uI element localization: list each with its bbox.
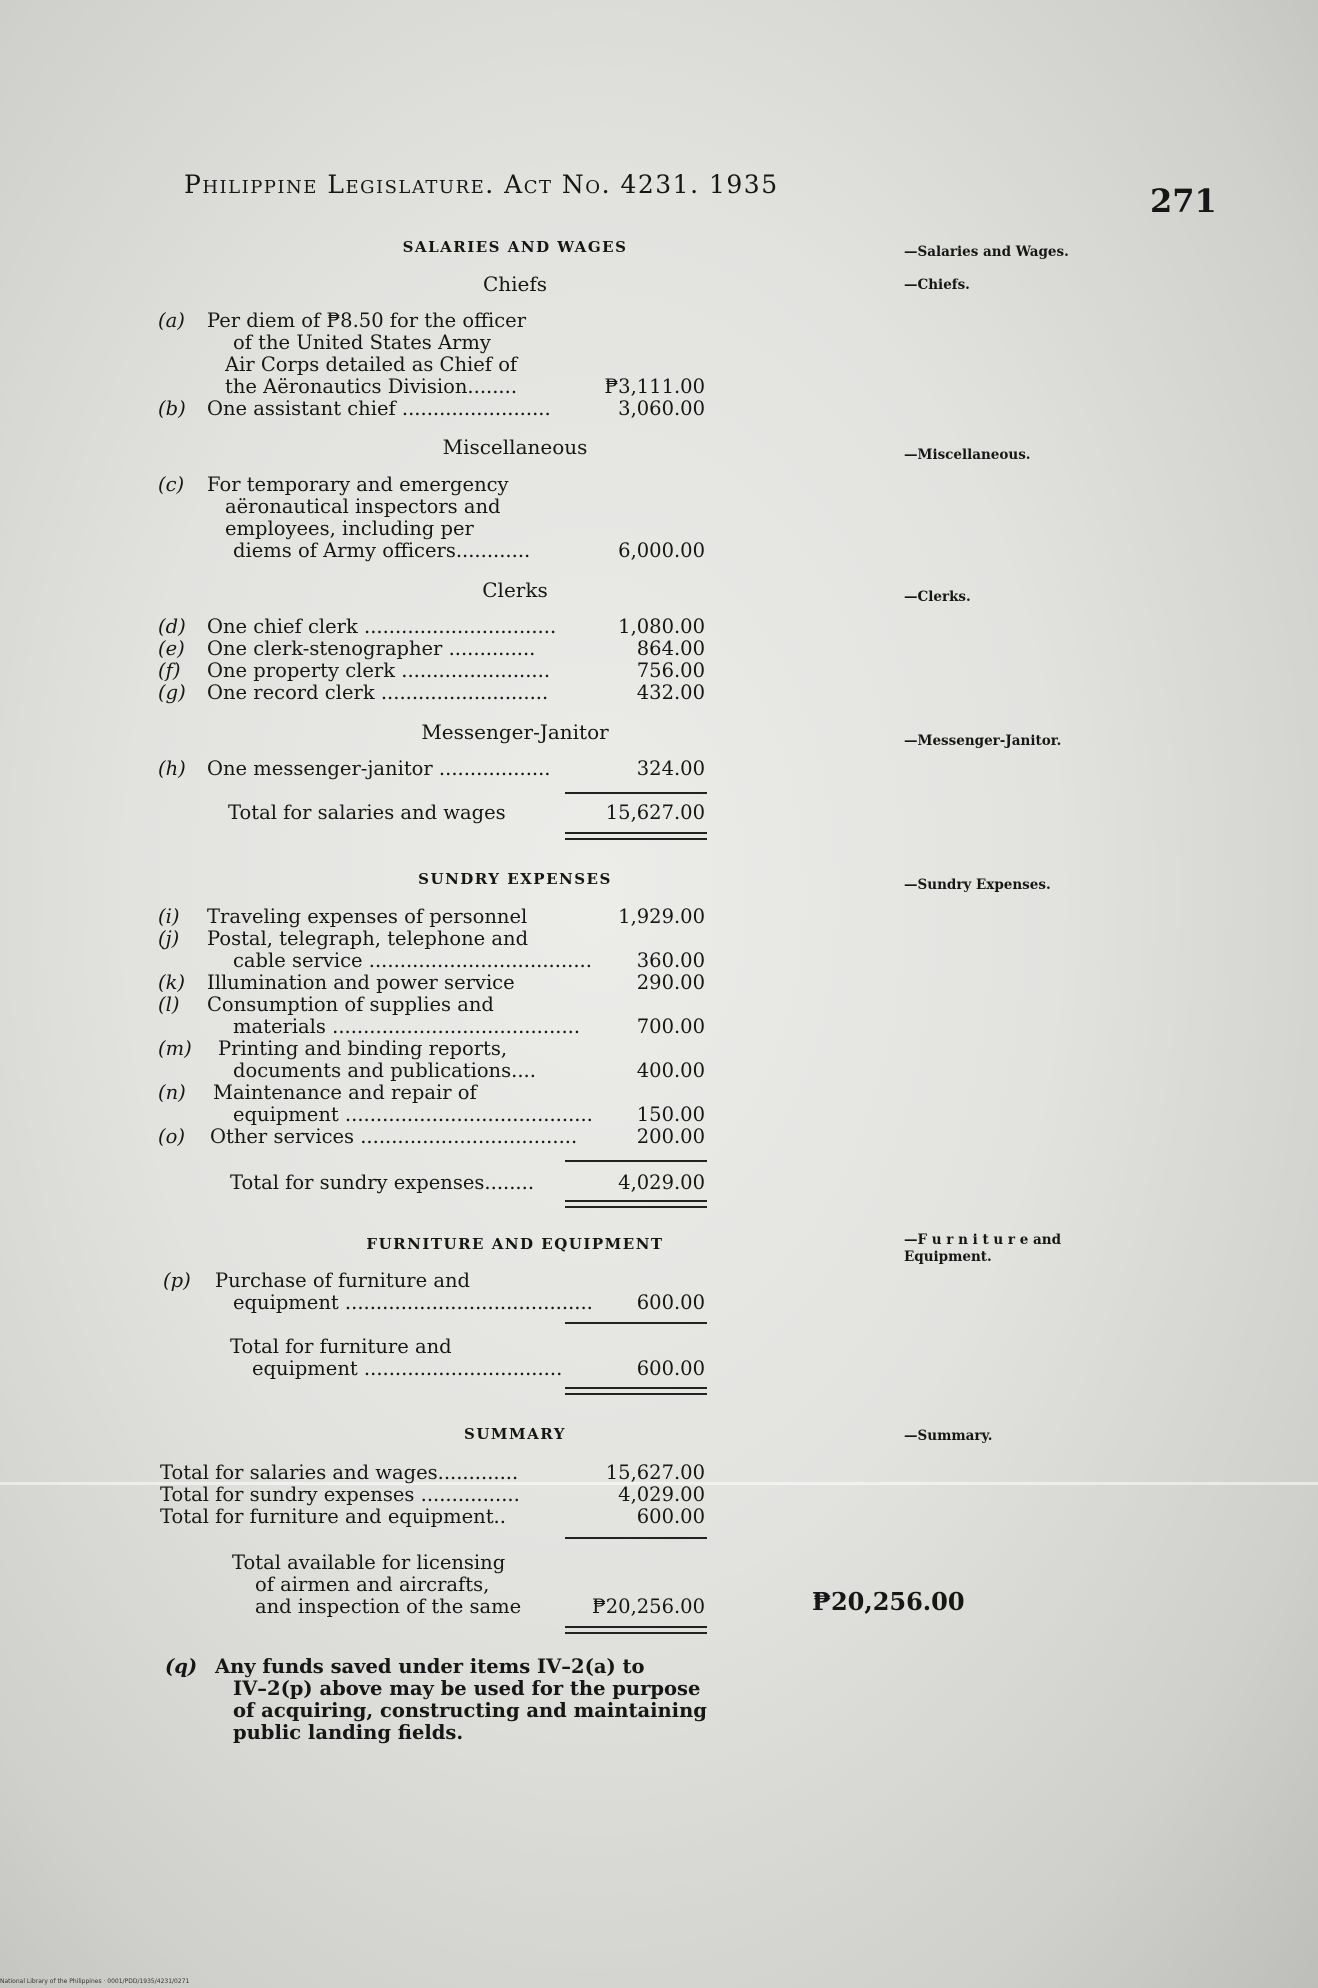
- running-header: Philippine Legislature. Act No. 4231. 1935: [184, 170, 779, 199]
- item-text: One messenger-janitor ..................: [207, 757, 551, 780]
- summary-amount: 4,029.00: [618, 1483, 705, 1506]
- available-label: and inspection of the same: [255, 1595, 522, 1618]
- item-text: Postal, telegraph, telephone and: [207, 927, 529, 950]
- item-id: (o): [158, 1125, 185, 1148]
- item-h: [0, 758, 740, 782]
- scan-footer: National Library of the Philippines · 0001/PDD/1935/4231/0271: [0, 1978, 190, 1985]
- item-id: (e): [158, 637, 185, 660]
- item-amount: 3,060.00: [618, 397, 705, 420]
- item-text: Traveling expenses of personnel: [207, 905, 528, 928]
- sum-rule: [565, 1537, 707, 1539]
- page-number: 271: [1150, 182, 1217, 220]
- item-c-line4: [0, 540, 740, 564]
- summary-label: Total for furniture and equipment..: [160, 1505, 506, 1528]
- sum-rule: [565, 792, 707, 794]
- item-amount: 1,080.00: [618, 615, 705, 638]
- item-text: One record clerk ...........................: [207, 681, 549, 704]
- item-amount: 600.00: [636, 1291, 705, 1314]
- summary-label: Total for sundry expenses ................: [160, 1483, 520, 1506]
- sum-rule: [565, 1160, 707, 1162]
- section-heading-furniture: FURNITURE AND EQUIPMENT: [366, 1235, 664, 1253]
- section-heading-summary: SUMMARY: [464, 1425, 566, 1443]
- item-text: public landing fields.: [233, 1721, 464, 1744]
- double-rule: [565, 832, 707, 840]
- item-text: Air Corps detailed as Chief of: [225, 353, 518, 376]
- item-g: [0, 682, 740, 706]
- margin-note-furniture-line2: Equipment.: [904, 1249, 992, 1265]
- item-id: (f): [158, 659, 181, 682]
- double-rule: [565, 1200, 707, 1208]
- item-amount: 200.00: [636, 1125, 705, 1148]
- item-q-line4: [0, 1722, 740, 1746]
- item-amount: 432.00: [636, 681, 705, 704]
- total-amount: 15,627.00: [605, 801, 705, 824]
- item-text: One clerk-stenographer ..............: [207, 637, 536, 660]
- total-salaries-row: [0, 802, 740, 826]
- item-id: (g): [158, 681, 186, 704]
- item-text: employees, including per: [225, 517, 474, 540]
- total-amount: 600.00: [636, 1357, 705, 1380]
- item-amount: 150.00: [636, 1103, 705, 1126]
- item-text: Purchase of furniture and: [215, 1269, 471, 1292]
- item-id: (i): [158, 905, 180, 928]
- subheading-clerks: Clerks: [482, 578, 548, 602]
- item-text: cable service ....................................: [233, 949, 592, 972]
- item-text: of the United States Army: [233, 331, 491, 354]
- item-amount: 360.00: [636, 949, 705, 972]
- grand-total: ₱20,256.00: [812, 1587, 965, 1616]
- total-amount: 4,029.00: [618, 1171, 705, 1194]
- item-amount: 700.00: [636, 1015, 705, 1038]
- item-text: aëronautical inspectors and: [225, 495, 501, 518]
- margin-note-sundry: —Sundry Expenses.: [904, 877, 1051, 893]
- item-text: documents and publications....: [233, 1059, 536, 1082]
- item-text: the Aëronautics Division........: [225, 375, 518, 398]
- item-text: equipment ........................................: [233, 1103, 593, 1126]
- item-text: One property clerk ........................: [207, 659, 551, 682]
- subheading-chiefs: Chiefs: [482, 272, 548, 296]
- sum-rule: [565, 1322, 707, 1324]
- item-id: (k): [158, 971, 186, 994]
- item-text: materials ........................................: [233, 1015, 581, 1038]
- item-text: Per diem of ₱8.50 for the officer: [207, 309, 527, 332]
- item-text: diems of Army officers............: [233, 539, 531, 562]
- section-heading-salaries: SALARIES AND WAGES: [402, 238, 628, 256]
- margin-note-furniture-line1: —F u r n i t u r e and: [904, 1232, 1062, 1248]
- margin-note-clerks: —Clerks.: [904, 589, 971, 605]
- margin-note-summary: —Summary.: [904, 1428, 993, 1444]
- item-text: Any funds saved under items IV–2(a) to: [215, 1655, 645, 1678]
- summary-row: [0, 1506, 740, 1530]
- item-text: For temporary and emergency: [207, 473, 509, 496]
- item-id: (m): [158, 1037, 192, 1060]
- item-amount: 400.00: [636, 1059, 705, 1082]
- item-amount: 756.00: [636, 659, 705, 682]
- margin-note-salaries: —Salaries and Wages.: [904, 244, 1069, 260]
- section-heading-sundry: SUNDRY EXPENSES: [418, 870, 612, 888]
- available-label: Total available for licensing: [232, 1551, 506, 1574]
- item-text: Illumination and power service: [207, 971, 515, 994]
- item-text: Printing and binding reports,: [218, 1037, 508, 1060]
- item-id: (h): [158, 757, 186, 780]
- item-text: IV–2(p) above may be used for the purpose: [233, 1677, 701, 1700]
- item-amount: 864.00: [636, 637, 705, 660]
- item-amount: 324.00: [636, 757, 705, 780]
- item-amount: 6,000.00: [618, 539, 705, 562]
- item-id: (q): [165, 1655, 198, 1678]
- item-b: [0, 398, 740, 422]
- item-text: of acquiring, constructing and maintaining: [233, 1699, 707, 1722]
- available-label: of airmen and aircrafts,: [255, 1573, 490, 1596]
- total-label: Total for salaries and wages: [228, 801, 506, 824]
- item-id: (p): [163, 1269, 191, 1292]
- item-amount: 1,929.00: [618, 905, 705, 928]
- item-text: Maintenance and repair of: [213, 1081, 477, 1104]
- available-amount: ₱20,256.00: [591, 1595, 705, 1618]
- subheading-miscellaneous: Miscellaneous: [442, 435, 588, 459]
- item-id: (a): [158, 309, 185, 332]
- item-id: (b): [158, 397, 186, 420]
- summary-amount: 600.00: [636, 1505, 705, 1528]
- item-text: equipment ........................................: [233, 1291, 593, 1314]
- item-id: (j): [158, 927, 180, 950]
- total-label: Total for furniture and: [230, 1335, 452, 1358]
- item-id: (d): [158, 615, 186, 638]
- margin-note-messenger-janitor: —Messenger-Janitor.: [904, 733, 1062, 749]
- total-furniture-line2: [0, 1358, 740, 1382]
- double-rule: [565, 1387, 707, 1395]
- total-sundry-row: [0, 1172, 740, 1196]
- item-id: (n): [158, 1081, 186, 1104]
- item-p-line2: [0, 1292, 740, 1316]
- item-o: [0, 1126, 740, 1150]
- item-text: One assistant chief ........................: [207, 397, 551, 420]
- summary-amount: 15,627.00: [605, 1461, 705, 1484]
- item-text: Other services ...................................: [210, 1125, 578, 1148]
- double-rule: [565, 1626, 707, 1634]
- item-text: One chief clerk ...............................: [207, 615, 557, 638]
- item-id: (c): [158, 473, 185, 496]
- margin-note-miscellaneous: —Miscellaneous.: [904, 447, 1031, 463]
- item-text: Consumption of supplies and: [207, 993, 494, 1016]
- summary-label: Total for salaries and wages.............: [160, 1461, 519, 1484]
- total-label: Total for sundry expenses........: [230, 1171, 535, 1194]
- subheading-messenger-janitor: Messenger-Janitor: [421, 720, 609, 744]
- item-amount: ₱3,111.00: [604, 375, 705, 398]
- margin-note-chiefs: —Chiefs.: [904, 277, 970, 293]
- item-id: (l): [158, 993, 180, 1016]
- item-amount: 290.00: [636, 971, 705, 994]
- available-total-line3: [0, 1596, 740, 1620]
- total-label: equipment ................................: [252, 1357, 563, 1380]
